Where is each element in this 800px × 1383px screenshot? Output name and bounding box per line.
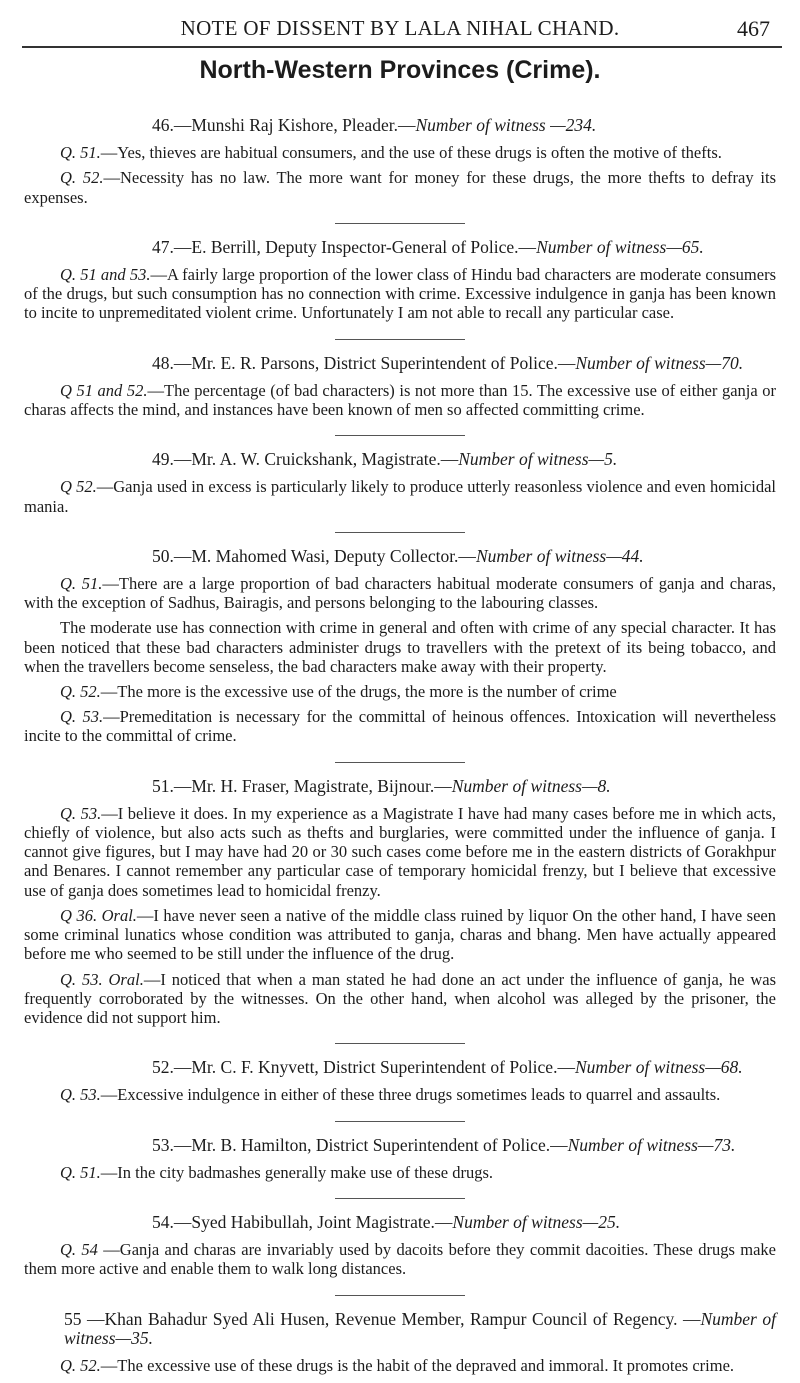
section-title: North-Western Provinces (Crime). — [199, 56, 601, 84]
answer-text: —Excessive indulgence in either of these three drugs sometimes leads to quarrel and assaults. — [100, 1085, 721, 1105]
question-ref: Q. 51. — [60, 143, 101, 163]
question-ref: Q. 52. — [60, 682, 101, 702]
question-ref: Q. 53. Oral. — [60, 969, 144, 989]
witness-entry — [24, 777, 776, 1027]
witness-name: 54.—Syed Habibullah, Joint Magistrate.— — [152, 1211, 453, 1232]
witness-number: Number of witness—65. — [536, 236, 704, 257]
answer-paragraph — [24, 707, 776, 745]
witness-entry — [24, 116, 776, 207]
answer-paragraph — [24, 682, 776, 701]
witness-entry — [24, 1310, 776, 1376]
witness-name: 51.—Mr. H. Fraser, Magistrate, Bijnour.— — [152, 775, 452, 796]
answer-text: —Ganja used in excess is particularly likely to produce utterly reasonless violence and even homicidal mania. — [24, 477, 776, 516]
witness-number: Number of witness—8. — [451, 775, 611, 796]
question-ref: Q. 51. — [60, 574, 103, 594]
page-number: 467 — [737, 16, 770, 41]
witness-name: 55 —Khan Bahadur Syed Ali Husen, Revenue Member, Rampur Council of Regency. — — [64, 1308, 701, 1329]
witness-name: 46.—Munshi Raj Kishore, Pleader.— — [152, 115, 416, 135]
witness-number: Number of witness—68. — [574, 1057, 743, 1078]
question-ref: Q. 53. — [60, 1085, 101, 1105]
answer-text: —Premeditation is necessary for the committal of heinous offences. Intoxication will nevertheless incite to the committal of crime. — [24, 707, 776, 746]
answer-paragraph — [24, 1240, 776, 1278]
witness-entry — [24, 354, 776, 420]
section-divider — [335, 1295, 465, 1296]
question-ref: Q. 51. — [60, 1162, 101, 1182]
answer-text: The moderate use has connection with crime in general and often with crime of any special character. It has been noticed that these bad characters administer drugs to travellers with the pretext of its being tobacco, and when the travellers become senseless, the bad characters make away with their property. — [24, 618, 776, 676]
answer-text: —The more is the excessive use of the drugs, the more is the number of crime — [100, 682, 617, 702]
running-head — [0, 16, 800, 46]
section-divider — [335, 532, 465, 533]
answer-text: —I believe it does. In my experience as a Magistrate I have had many cases before me in which acts, chiefly of violence, but also acts such as thefts and burglaries, were committed under the influence of ganja. I cannot give figures, but I may have had 20 or 30 such cases come before me in the eastern districts of Gorakhpur and Benares. I cannot remember any particular case of temporary homicidal frenzy, but I believe that excessive use of ganja does sometimes lead to homicidal frenzy. — [24, 803, 776, 900]
witness-number: Number of witness—44. — [475, 545, 644, 566]
running-title: NOTE OF DISSENT BY LALA NIHAL CHAND. — [180, 16, 620, 40]
witness-heading — [24, 354, 776, 373]
section-divider — [335, 762, 465, 763]
witness-heading — [24, 777, 776, 796]
answer-paragraph — [24, 143, 776, 162]
witness-heading — [24, 1310, 776, 1348]
answer-paragraph — [24, 265, 776, 323]
question-ref: Q 36. Oral. — [60, 905, 137, 925]
witness-name: 48.—Mr. E. R. Parsons, District Superintendent of Police.— — [152, 352, 576, 373]
body-text — [24, 116, 776, 1383]
witness-number: Number of witness—5. — [458, 449, 618, 470]
witness-name: 47.—E. Berrill, Deputy Inspector-General of Police.— — [152, 236, 537, 257]
witness-heading — [24, 1136, 776, 1155]
question-ref: Q. 51 and 53. — [60, 265, 151, 285]
witness-heading — [24, 238, 776, 257]
answer-text: —There are a large proportion of bad characters habitual moderate consumers of ganja and charas, with the exception of Sadhus, Bairagis, and persons belonging to the labouring classes. — [24, 574, 776, 613]
answer-paragraph — [24, 618, 776, 676]
question-ref: Q. 52. — [60, 1355, 101, 1375]
question-ref: Q 51 and 52. — [60, 380, 148, 400]
answer-paragraph — [24, 1356, 776, 1375]
witness-name: 52.—Mr. C. F. Knyvett, District Superintendent of Police.— — [152, 1057, 575, 1078]
answer-paragraph — [24, 574, 776, 612]
answer-text: —In the city badmashes generally make use of these drugs. — [100, 1162, 494, 1182]
answer-text: —I noticed that when a man stated he had done an act under the influence of ganja, he was frequently corroborated by the witnesses. On the other hand, when alcohol was alleged by the prisoner, the evidence did not support him. — [24, 969, 776, 1027]
question-ref: Q. 53. — [60, 707, 104, 727]
witness-number: Number of witness—25. — [452, 1211, 621, 1232]
witness-number: Number of witness—70. — [575, 352, 744, 373]
answer-text: —Yes, thieves are habitual consumers, and the use of these drugs is often the motive of thefts. — [100, 143, 722, 163]
witness-name: 49.—Mr. A. W. Cruickshank, Magistrate.— — [152, 449, 459, 470]
answer-paragraph — [24, 1085, 776, 1104]
section-divider — [335, 223, 465, 224]
answer-paragraph — [24, 1163, 776, 1182]
question-ref: Q. 53. — [60, 803, 102, 823]
question-ref: Q. 52. — [60, 168, 104, 188]
witness-name: 50.—M. Mahomed Wasi, Deputy Collector.— — [152, 545, 476, 566]
answer-text: —The percentage (of bad characters) is not more than 15. The excessive use of either ganja or charas affects the mind, and instances have been known of men so affected committing crime. — [24, 380, 776, 420]
section-divider — [335, 339, 465, 340]
answer-text: —Necessity has no law. The more want for money for these drugs, the more thefts to defray its expenses. — [24, 168, 776, 207]
section-divider — [335, 1198, 465, 1199]
section-divider — [335, 1043, 465, 1044]
witness-heading — [24, 1213, 776, 1232]
answer-paragraph — [24, 168, 776, 206]
question-ref: Q. 54 — [60, 1240, 98, 1260]
witness-number: Number of witness —234. — [415, 115, 597, 135]
header-rule — [22, 46, 782, 48]
witness-entry — [24, 547, 776, 746]
answer-text: —A fairly large proportion of the lower class of Hindu bad characters are moderate consumers of the drugs, but such consumption has no connection with crime. Excessive indulgence in ganja has been known to incite to unpremeditated violent crime. Unfortunately I am not able to recall any particular case. — [24, 265, 776, 323]
witness-number: Number of witness—35. — [64, 1308, 776, 1348]
witness-number: Number of witness—73. — [567, 1134, 736, 1155]
witness-heading — [24, 450, 776, 469]
witness-heading — [24, 1058, 776, 1077]
answer-paragraph — [24, 381, 776, 419]
answer-text: —I have never seen a native of the middle class ruined by liquor On the other hand, I have seen some criminal lunatics whose condition was attributed to ganja, charas and bhang. Men have actually appeared before me who seemed to be still under the influence of the drug. — [24, 905, 776, 964]
witness-heading — [24, 116, 776, 135]
answer-paragraph — [24, 804, 776, 900]
answer-paragraph — [24, 906, 776, 964]
answer-paragraph — [24, 970, 776, 1028]
section-divider — [335, 1121, 465, 1122]
witness-entry — [24, 238, 776, 323]
answer-text: —The excessive use of these drugs is the habit of the depraved and immoral. It promotes crime. — [100, 1355, 735, 1375]
section-divider — [335, 435, 465, 436]
answer-paragraph — [24, 477, 776, 515]
witness-entry — [24, 450, 776, 516]
question-ref: Q 52. — [60, 477, 97, 497]
witness-heading — [24, 547, 776, 566]
witness-entry — [24, 1058, 776, 1104]
witness-name: 53.—Mr. B. Hamilton, District Superintendent of Police.— — [152, 1134, 568, 1155]
witness-entry — [24, 1136, 776, 1182]
answer-text: —Ganja and charas are invariably used by dacoits before they commit dacoities. These drugs make them more active and enable them to walk long distances. — [24, 1240, 777, 1279]
